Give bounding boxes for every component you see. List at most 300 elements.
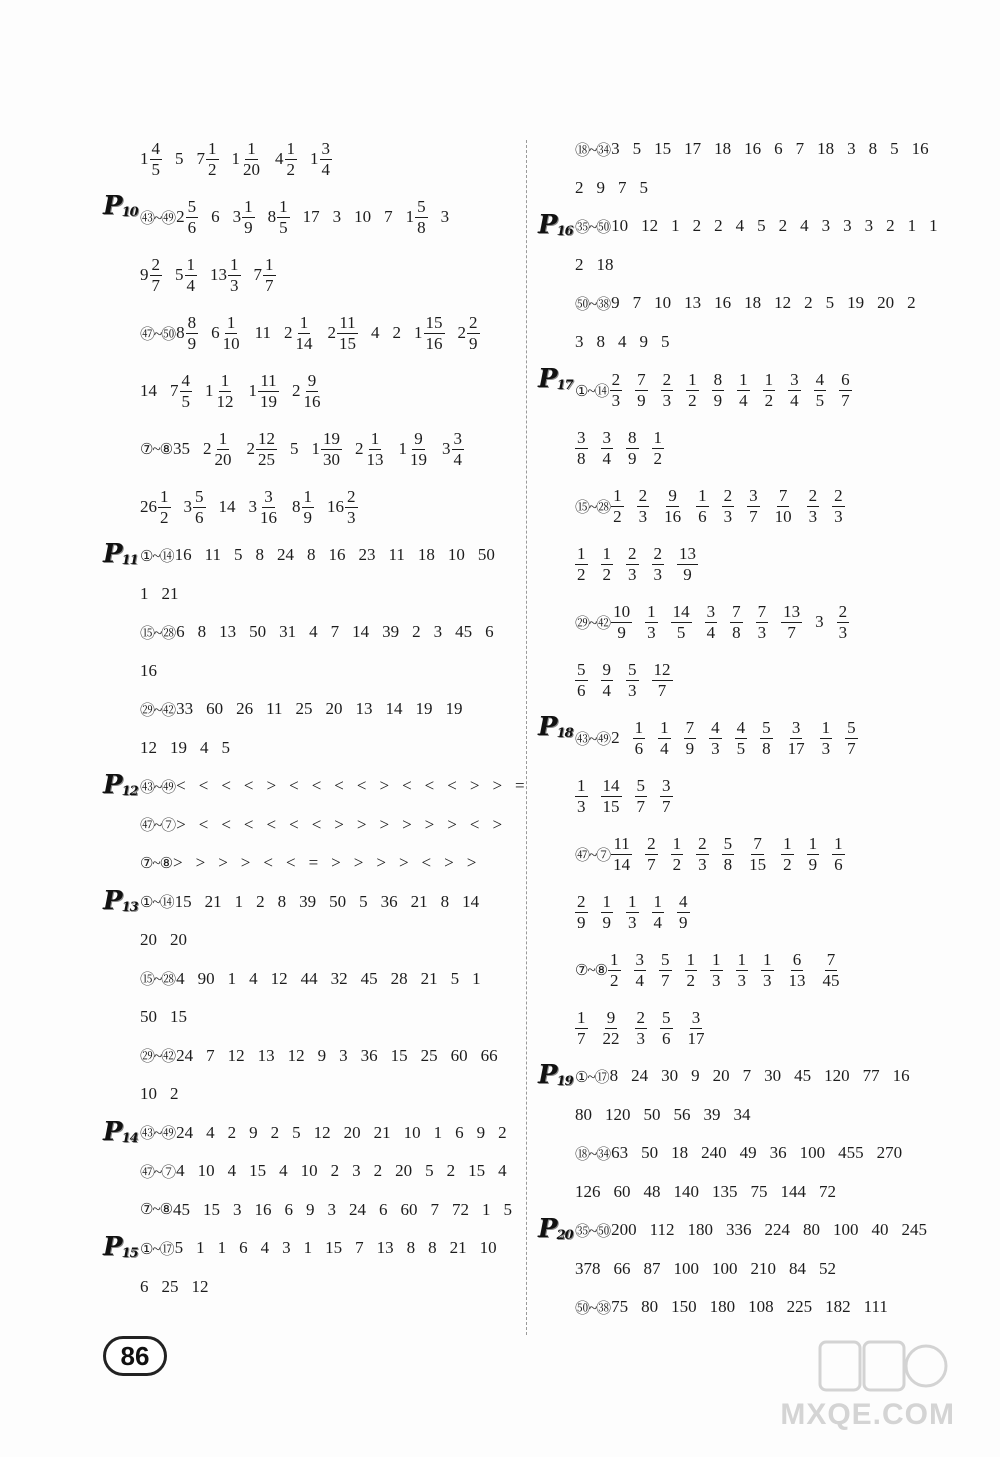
answer-item: < <box>356 776 367 796</box>
question-range: ⑱~㉞ <box>575 142 611 159</box>
answer-item: 21 <box>161 583 179 603</box>
answer-item: 8 <box>277 891 287 911</box>
answer-item <box>575 661 588 700</box>
numerator: 6 <box>841 369 850 389</box>
answer-item: 270 <box>876 1143 903 1163</box>
answer-item: 24 <box>276 545 294 565</box>
answer-item: 3 <box>843 216 852 236</box>
answer-line <box>575 941 960 999</box>
answer-item: 225 <box>786 1297 813 1317</box>
answer-item: 2 <box>412 622 421 642</box>
denominator: 3 <box>653 564 662 584</box>
answer-item: 34 <box>733 1104 751 1124</box>
denominator: 2 <box>613 506 622 526</box>
answer-item: 10 <box>654 293 672 313</box>
numerator: 5 <box>661 949 670 969</box>
answer-line <box>575 477 960 535</box>
denominator: 5 <box>736 738 746 758</box>
answer-item <box>633 719 646 758</box>
answer-item: 8 <box>868 139 878 159</box>
fraction <box>722 835 735 874</box>
numerator: 2 <box>838 601 848 621</box>
denominator: 3 <box>757 622 767 642</box>
numerator: 8 <box>628 427 637 447</box>
answer-item <box>662 487 683 526</box>
question-range: ㊸~㊾ <box>140 210 176 227</box>
answer-item: 11 <box>204 545 221 565</box>
answer-line <box>140 362 520 420</box>
fraction <box>807 835 820 874</box>
answer-line <box>140 652 520 691</box>
mixed-whole: 2 <box>327 323 336 342</box>
column-divider <box>526 140 527 1335</box>
page-marker: $P_{10}$ <box>103 191 138 221</box>
denominator: 5 <box>279 217 288 237</box>
answer-line <box>140 304 520 362</box>
answer-item: 3 <box>352 1161 361 1181</box>
denominator: 4 <box>739 390 748 410</box>
answer-item: 7 <box>795 139 805 159</box>
answer-item: 2 <box>714 216 723 236</box>
denominator: 3 <box>711 738 720 758</box>
numerator: 12 <box>258 428 276 448</box>
answer-line <box>140 806 520 845</box>
answer-item: 2 <box>907 293 916 313</box>
answer-item: 7 <box>330 622 340 642</box>
answer-line <box>140 998 520 1037</box>
answer-item: < <box>221 776 231 796</box>
question-range: ㊿~㊳ <box>575 296 611 313</box>
answer-item: 6 <box>176 622 185 642</box>
answer-item <box>652 545 665 584</box>
answer-item: 15 <box>654 139 672 159</box>
answer-item: 18 <box>744 293 762 313</box>
answer-line <box>140 729 520 768</box>
answer-line <box>140 246 520 304</box>
answer-item: 8 <box>197 622 207 642</box>
question-range: ⑮~㉘ <box>140 625 176 642</box>
numerator: 1 <box>286 138 295 158</box>
answer-item: > <box>466 853 477 873</box>
fraction <box>637 487 650 526</box>
question-range: ㉙~㊷ <box>140 1049 176 1066</box>
answer-item: 50 <box>329 891 347 911</box>
denominator: 5 <box>676 622 686 642</box>
answer-item: 15 <box>174 891 192 911</box>
page-marker: $P_{15}$ <box>103 1232 138 1262</box>
answer-item <box>787 951 808 990</box>
numerator: 15 <box>425 312 443 332</box>
fraction <box>820 719 833 758</box>
answer-item: 23 <box>358 545 376 565</box>
answer-item <box>399 430 430 469</box>
numerator: 3 <box>662 775 671 795</box>
answer-item: 2 <box>692 216 702 236</box>
numerator: 7 <box>778 485 788 505</box>
answer-item: 5 <box>174 1238 184 1258</box>
answer-item: 1 <box>482 1199 491 1219</box>
fraction <box>241 140 262 179</box>
fraction <box>660 777 673 816</box>
answer-item <box>608 951 621 990</box>
answer-item: 6 <box>455 1122 464 1142</box>
answer-line <box>140 188 520 246</box>
answer-item <box>671 835 684 874</box>
answer-item <box>310 140 332 179</box>
numerator: 1 <box>628 891 637 911</box>
answer-item <box>677 545 698 584</box>
question-range: ⑦~⑧ <box>140 855 173 872</box>
answer-item: 14 <box>462 891 480 911</box>
answer-item: 135 <box>712 1181 738 1201</box>
answer-item: 11 <box>254 323 271 342</box>
denominator: 2 <box>602 564 611 584</box>
numerator: 1 <box>698 485 707 505</box>
answer-item: < <box>334 776 344 796</box>
answer-item: 16 <box>911 139 929 159</box>
answer-item: 1 <box>433 1122 443 1142</box>
answer-item: 3 <box>233 1199 242 1219</box>
denominator: 15 <box>749 854 767 874</box>
answer-item: 9 <box>306 1199 315 1219</box>
numerator: 1 <box>610 949 619 969</box>
answer-item: 21 <box>420 968 438 988</box>
fraction <box>575 545 588 584</box>
numerator: 5 <box>723 833 733 853</box>
question-range: ㊸~㊾ <box>140 779 176 796</box>
answer-item: 30 <box>764 1066 782 1086</box>
answer-item: 20 <box>140 930 157 950</box>
mixed-whole: 7 <box>170 381 179 400</box>
fraction <box>671 835 684 874</box>
numerator: 1 <box>613 485 622 505</box>
answer-item <box>205 372 236 411</box>
answer-item <box>660 1009 673 1048</box>
answer-item: 8 <box>306 545 316 565</box>
denominator: 8 <box>577 448 586 468</box>
answer-item <box>685 951 698 990</box>
answer-item: 50 <box>643 1104 661 1124</box>
answer-item: 18 <box>417 545 435 565</box>
fraction <box>761 951 774 990</box>
numerator: 2 <box>636 1007 645 1027</box>
numerator: 8 <box>713 369 723 389</box>
answer-item <box>275 140 297 179</box>
denominator: 2 <box>577 564 586 584</box>
answer-item: 18 <box>817 139 835 159</box>
answer-item <box>575 1009 588 1048</box>
answer-item: 4 <box>249 968 258 988</box>
answer-item: < <box>289 814 299 834</box>
answer-item: 2 <box>330 1161 340 1181</box>
denominator: 3 <box>723 506 733 526</box>
answer-item: 1 <box>929 216 938 236</box>
fraction <box>730 603 743 642</box>
denominator: 3 <box>808 506 818 526</box>
mixed-whole: 7 <box>253 265 262 284</box>
watermark-seal-icon <box>818 1338 948 1396</box>
answer-item: 10 <box>140 1084 157 1104</box>
answer-item <box>807 835 820 874</box>
answer-item: 200 <box>611 1220 637 1240</box>
answer-item: 14 <box>218 497 236 516</box>
answer-item: 6 <box>140 1276 149 1296</box>
answer-item: 5 <box>292 1122 301 1142</box>
answer-item <box>292 488 314 527</box>
answer-item <box>821 951 842 990</box>
fraction <box>685 951 698 990</box>
answer-item: 4 <box>279 1161 288 1181</box>
answer-item: 1 <box>303 1238 313 1258</box>
answer-item <box>659 951 672 990</box>
answer-item <box>328 314 359 353</box>
numerator: 2 <box>834 485 843 505</box>
answer-item <box>747 487 760 526</box>
page-marker-number: 14 <box>121 1130 138 1146</box>
mixed-whole: 2 <box>246 439 256 458</box>
fraction <box>662 487 683 526</box>
denominator: 10 <box>222 333 240 353</box>
answer-item: 4 <box>227 1161 237 1181</box>
fraction <box>611 835 632 874</box>
fraction <box>408 430 429 469</box>
answer-item <box>747 835 768 874</box>
answer-item <box>652 429 665 468</box>
mixed-whole: 6 <box>211 323 220 342</box>
denominator: 2 <box>286 159 295 179</box>
denominator: 4 <box>790 390 799 410</box>
answer-item <box>249 372 280 411</box>
numerator: 1 <box>834 833 843 853</box>
answer-item <box>626 893 639 932</box>
fraction <box>710 951 723 990</box>
numerator: 5 <box>662 1007 671 1027</box>
question-range: ㊸~㊾ <box>575 731 611 748</box>
fraction <box>845 719 858 758</box>
answer-item: 4 <box>498 1161 507 1181</box>
denominator: 13 <box>788 970 806 990</box>
denominator: 9 <box>685 738 695 758</box>
denominator: 14 <box>295 333 313 353</box>
numerator: 1 <box>653 427 662 447</box>
answer-item <box>709 719 722 758</box>
answer-item: < <box>402 776 412 796</box>
fraction <box>645 603 658 642</box>
answer-item: 9 <box>476 1122 486 1142</box>
numerator: 2 <box>723 485 733 505</box>
answer-item <box>637 487 650 526</box>
answer-item <box>249 488 280 527</box>
answer-item <box>807 487 820 526</box>
fraction <box>575 893 588 932</box>
answer-line <box>575 1057 960 1096</box>
mixed-whole: 1 <box>398 439 408 458</box>
answer-item: < <box>285 853 296 873</box>
page-marker: $P_{17}$ <box>538 364 573 394</box>
numerator: 11 <box>613 833 630 853</box>
answer-item: < <box>243 776 254 796</box>
fraction <box>321 430 342 469</box>
answer-item <box>661 371 674 410</box>
question-range: ⑦~⑧ <box>140 1202 173 1219</box>
fraction <box>645 835 658 874</box>
denominator: 4 <box>186 275 195 295</box>
numerator: 11 <box>339 312 356 332</box>
answer-item <box>832 487 845 526</box>
answer-item: 4 <box>800 216 809 236</box>
answer-item: 1 <box>472 968 481 988</box>
fraction <box>722 487 735 526</box>
mixed-whole: 13 <box>210 265 227 284</box>
fraction <box>658 719 671 758</box>
answer-item: > <box>218 853 228 873</box>
answer-item <box>837 603 850 642</box>
denominator: 3 <box>763 970 772 990</box>
answer-item: 8 <box>406 1238 416 1258</box>
fraction <box>747 835 768 874</box>
answer-item: 7 <box>618 177 627 197</box>
denominator: 6 <box>698 506 707 526</box>
answer-item: < <box>221 814 231 834</box>
answer-item: 2 <box>373 1161 383 1181</box>
numerator: 3 <box>453 428 463 448</box>
answer-item: 7 <box>206 1045 215 1065</box>
numerator: 1 <box>763 949 772 969</box>
answer-section <box>100 1229 520 1306</box>
answer-item: 10 <box>479 1238 497 1258</box>
answer-item <box>601 545 614 584</box>
answer-item: 5 <box>359 891 368 911</box>
answer-line <box>140 921 520 960</box>
numerator: 3 <box>691 1007 701 1027</box>
answer-item: 50 <box>641 1143 659 1163</box>
answer-item: 210 <box>750 1258 776 1278</box>
mixed-whole: 1 <box>248 381 257 400</box>
fraction <box>611 487 624 526</box>
answer-item: 25 <box>295 699 313 719</box>
question-range: ㊿~㊳ <box>575 1300 611 1317</box>
fraction <box>467 314 480 353</box>
numerator: 11 <box>260 370 277 390</box>
denominator: 22 <box>602 1028 620 1048</box>
answer-item <box>626 545 639 584</box>
answer-item <box>184 488 206 527</box>
denominator: 12 <box>216 391 234 411</box>
page-marker: $P_{19}$ <box>538 1060 573 1090</box>
answer-item: 2 <box>611 728 620 747</box>
mixed-whole: 3 <box>183 497 192 516</box>
fraction <box>337 314 358 353</box>
answer-item: 126 <box>575 1181 601 1201</box>
answer-item: 26 <box>236 699 254 719</box>
fraction <box>213 430 234 469</box>
mixed-whole: 8 <box>292 497 301 516</box>
answer-section <box>535 207 960 361</box>
answer-item: 16 <box>744 139 762 159</box>
numerator: 1 <box>688 369 697 389</box>
answer-item: 15 <box>249 1161 267 1181</box>
answer-section <box>100 883 520 1114</box>
numerator: 2 <box>151 254 160 274</box>
answer-item: 2 <box>256 891 265 911</box>
numerator: 5 <box>628 659 637 679</box>
denominator: 9 <box>187 333 197 353</box>
page-marker-number: 19 <box>556 1074 573 1089</box>
fraction <box>575 1009 588 1048</box>
denominator: 3 <box>737 970 747 990</box>
answer-item <box>684 719 697 758</box>
numerator: 1 <box>739 369 748 389</box>
denominator: 4 <box>602 680 611 700</box>
answer-item: 20 <box>170 930 187 950</box>
question-range: ⑮~㉘ <box>575 499 611 516</box>
numerator: 9 <box>668 485 677 505</box>
answer-item: 6 <box>774 139 783 159</box>
question-range: ㉙~㊷ <box>140 702 176 719</box>
answer-item: 108 <box>748 1297 774 1317</box>
answer-item: 100 <box>673 1258 699 1278</box>
numerator: 1 <box>160 486 169 506</box>
denominator: 2 <box>686 970 696 990</box>
answer-item: 150 <box>671 1297 697 1317</box>
denominator: 5 <box>151 159 160 179</box>
denominator: 7 <box>847 738 856 758</box>
answer-item: 12 <box>313 1122 331 1142</box>
answer-item: 100 <box>712 1258 738 1278</box>
page-number: 86 <box>103 1336 167 1376</box>
answer-item: 19 <box>415 699 433 719</box>
answer-item: 19 <box>847 293 865 313</box>
answer-item: 12 <box>641 216 659 236</box>
fraction <box>601 429 614 468</box>
mixed-whole: 2 <box>176 207 185 226</box>
answer-item: 111 <box>863 1297 888 1317</box>
fraction <box>242 198 255 237</box>
answer-item: 7 <box>384 207 393 226</box>
answer-item: 2 <box>270 1122 280 1142</box>
numerator: 3 <box>602 427 611 447</box>
answer-item: 49 <box>739 1143 757 1163</box>
denominator: 5 <box>815 390 825 410</box>
answer-item <box>247 430 278 469</box>
numerator: 3 <box>790 369 799 389</box>
fraction <box>652 661 673 700</box>
answer-item <box>736 951 749 990</box>
answer-item: 13 <box>355 699 373 719</box>
answer-item <box>601 429 614 468</box>
fraction <box>634 951 647 990</box>
answer-line <box>140 613 520 652</box>
answer-item <box>686 371 699 410</box>
numerator: 7 <box>753 833 762 853</box>
answer-item: 20 <box>712 1066 730 1086</box>
answer-item <box>696 835 709 874</box>
question-range: ①~⑰ <box>575 1069 609 1086</box>
answer-item: 25 <box>420 1045 438 1065</box>
denominator: 3 <box>638 506 648 526</box>
answer-item: 12 <box>270 968 288 988</box>
denominator: 20 <box>214 449 232 469</box>
answer-item: 378 <box>575 1258 601 1278</box>
answer-item: 180 <box>687 1220 713 1240</box>
answer-item: 4 <box>309 622 318 642</box>
fraction <box>756 603 769 642</box>
denominator: 6 <box>577 680 586 700</box>
answer-section <box>100 536 520 767</box>
fraction <box>285 140 298 179</box>
fraction <box>626 893 639 932</box>
numerator: 9 <box>307 370 317 390</box>
